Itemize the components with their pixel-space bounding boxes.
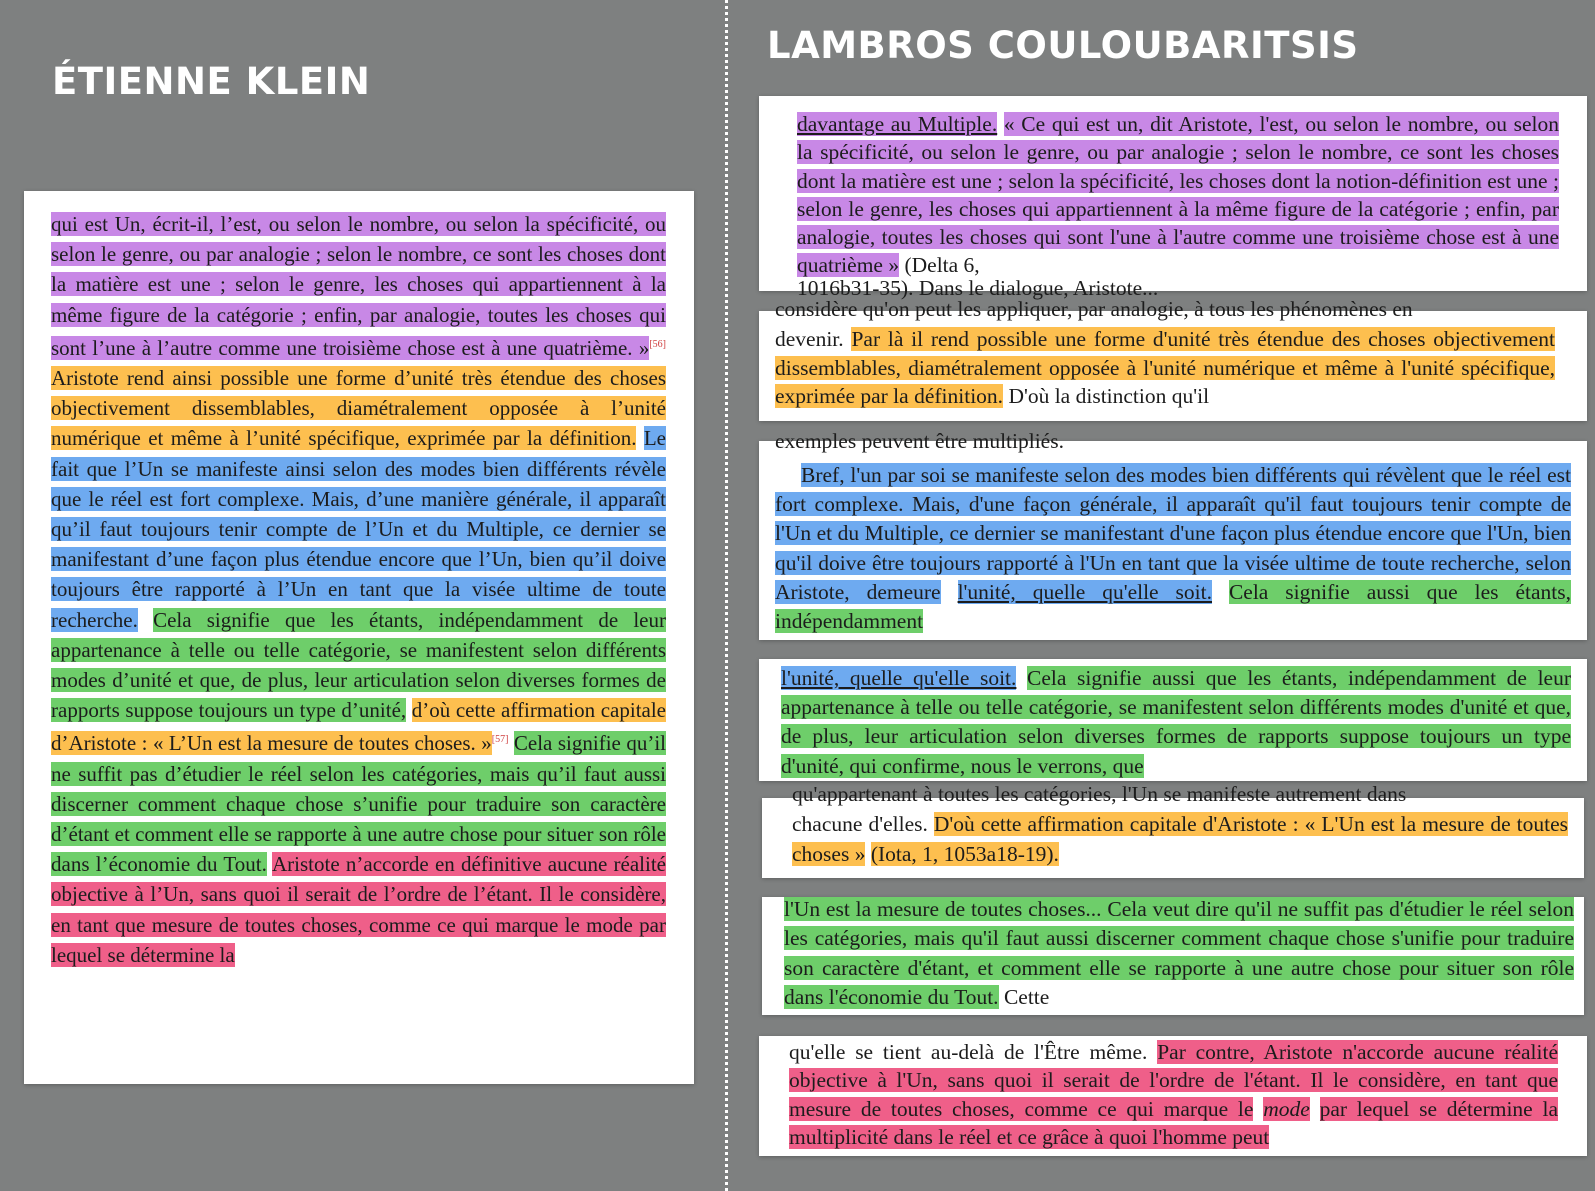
excerpt-3 xyxy=(759,429,1587,640)
excerpt-3-underlined: l'unité, quelle qu'elle soit. xyxy=(957,579,1212,604)
excerpt-2-lead: devenir. xyxy=(775,327,844,351)
excerpt-4-underlined: l'unité, quelle qu'elle soit. xyxy=(781,666,1017,690)
excerpt-1 xyxy=(759,96,1587,300)
excerpt-5-citation: (Iota, 1, 1053a18-19). xyxy=(870,841,1059,866)
excerpt-1-text xyxy=(797,110,1559,280)
footnote-ref-57[interactable]: [57] xyxy=(491,734,509,746)
excerpt-3-highlight: Bref, l'un par soi se manifeste selon des modes bien différents qui révèlent que le réel est fort complexe. Mais, d'une façon générale, il apparaît qu'il faut toujours tenir compte de l'Un et du Multiple, ce dernier se manifestant d'une façon plus étendue encore que l'Un, bien qu'il doive être toujours rapporté à l'Un en tant que la visée ultime de toute recherche, selon Aristote, demeure xyxy=(775,463,1571,604)
klein-text xyxy=(51,209,666,970)
klein-passage-5: d’où cette affirmation capitale d’Aristote : « L’Un est la mesure de toutes choses. » xyxy=(51,698,667,756)
klein-passage-2: Aristote rend ainsi possible une forme d’unité très étendue des choses objectivement dissemblables, diamétralement opposée à l’unité numérique et même à l’unité spécifique, exprimée par la définition. xyxy=(51,366,666,451)
klein-passage-6: Cela signifie qu’il ne suffit pas d’étudier le réel selon les catégories, mais qu’il faut aussi discerner comment chaque chose s’unifie pour traduire son caractère d’étant et comment elle se rapporte à une autre chose pour situer son rôle dans l’économie du Tout. xyxy=(51,731,666,877)
excerpt-6 xyxy=(762,897,1584,1015)
excerpt-6-highlight: l'Un est la mesure de toutes choses... Cela veut dire qu'il ne suffit pas d'étudier le réel selon les catégories, mais qu'il faut aussi discerner comment chaque chose s'unifie pour traduire son caractère d'étant, et comment elle se rapporte à une autre chose pour situer son rôle dans l'économie du Tout. xyxy=(784,897,1574,1009)
klein-passage-1: qui est Un, écrit-il, l’est, ou selon le nombre, ou selon la spécificité, ou selon le genre, ou par analogie ; selon le nombre, ce sont les choses dont la matière est une ; selon le genre, les choses qui appartiennent à la même figure de la catégorie ; enfin, par analogie, toutes les choses qui sont l’une à l’autre comme une troisième chose est à une quatrième. » xyxy=(51,212,666,360)
excerpt-4 xyxy=(759,659,1587,781)
excerpt-2-tail: D'où la distinction qu'il xyxy=(1008,384,1210,408)
excerpt-2-cut-line: considère qu'on peut les appliquer, par analogie, à tous les phénomènes en xyxy=(775,297,1413,321)
excerpt-5-highlight: D'où cette affirmation capitale d'Aristote : « L'Un est la mesure de toutes choses » xyxy=(792,812,1569,866)
excerpt-5-cut-line: qu'appartenant à toutes les catégories, l'Un se manifeste autrement dans xyxy=(792,782,1407,806)
excerpt-6-tail: Cette xyxy=(1003,984,1050,1009)
excerpt-7-highlight-end: par lequel se détermine la multiplicité dans le réel et ce grâce à quoi l'homme peut xyxy=(789,1096,1559,1149)
klein-page xyxy=(24,191,694,1084)
column-divider xyxy=(725,0,728,1191)
excerpt-1-citation: (Delta 6, xyxy=(904,253,980,278)
excerpt-4-text xyxy=(781,664,1571,781)
klein-passage-3: Le fait que l’Un se manifeste ainsi selon des modes bien différents révèle que le réel est fort complexe. Mais, d’une manière générale, il apparaît qu’il faut toujours tenir compte de l’Un et du Multiple, ce dernier se manifestant d’une façon plus étendue encore que l’Un, bien qu’il doive toujours être rapporté à l’Un en tant que la visée ultime de toute recherche. xyxy=(51,426,666,632)
excerpt-2-highlight: Par là il rend possible une forme d'unité très étendue des choses objectivement dissemblables, diamétralement opposée à l'unité numérique et même à l'unité spécifique, exprimée par la définition. xyxy=(775,327,1556,408)
excerpt-1-quote: « Ce qui est un, dit Aristote, l'est, ou selon le nombre, ou selon la spécificité, ou selon le genre, ou par analogie ; selon le nombre, ce sont les choses dont la matière est une ; selon la spécificité, les choses dont la notion-définition est une ; selon le genre, les choses qui appartiennent à la même figure de la catégorie ; enfin, par analogie, toutes les choses qui sont l'une à l'autre comme une troisième chose est à une quatrième » xyxy=(797,112,1559,278)
excerpt-7-text xyxy=(789,1038,1558,1151)
excerpt-7-highlight: Par contre, Aristote n'accorde aucune réalité objective à l'Un, sans quoi il serait de l'ordre de l'étant. Il le considère, en tant que mesure de toutes choses, comme ce qui marque le xyxy=(789,1040,1559,1121)
excerpt-7-lead: qu'elle se tient au-delà de l'Être même. xyxy=(789,1040,1148,1064)
heading-couloubaritsis: LAMBROS COULOUBARITSIS xyxy=(767,24,1359,67)
excerpt-1-cut-line: 1016b31-35). Dans le dialogue, Aristote... xyxy=(797,276,1159,300)
excerpt-6-text xyxy=(784,895,1574,1012)
klein-passage-7: Aristote n’accorde en définitive aucune réalité objective à l’Un, sans quoi il serait de l’ordre de l’étant. Il le considère, en tant que mesure de toutes choses, comme ce qui marque le mode par lequel se détermine la xyxy=(51,852,667,967)
excerpt-2 xyxy=(759,297,1587,421)
klein-passage-4: Cela signifie que les étants, indépendamment de leur appartenance à telle ou telle catégorie, se manifestent selon différents modes d’unité et que, de plus, leur articulation selon diverses formes de rapports suppose toujours un type d’unité, xyxy=(51,607,666,723)
excerpt-5-lead: chacune d'elles. xyxy=(792,812,928,836)
excerpt-7 xyxy=(759,1036,1587,1156)
excerpt-5-text xyxy=(792,810,1568,869)
footnote-ref-56[interactable]: [56] xyxy=(649,338,666,350)
excerpt-1-lead: davantage au Multiple. xyxy=(797,112,998,136)
excerpt-3-green: Cela signifie aussi que les étants, indépendamment xyxy=(775,579,1572,634)
excerpt-5 xyxy=(762,782,1584,878)
excerpt-7-italic-word: mode xyxy=(1263,1096,1310,1121)
excerpt-3-cut-line: exemples peuvent être multipliés. xyxy=(775,429,1064,453)
excerpt-2-text xyxy=(775,325,1555,411)
excerpt-4-highlight: Cela signifie aussi que les étants, indépendamment de leur appartenance à telle ou telle catégorie, se manifestent selon différents modes d'unité et que, de plus, leur articulation selon diverses formes de rapports suppose toujours un type d'unité, qui confirme, nous le verrons, que xyxy=(781,666,1572,778)
excerpt-3-text xyxy=(775,461,1571,636)
heading-klein: ÉTIENNE KLEIN xyxy=(52,60,371,103)
